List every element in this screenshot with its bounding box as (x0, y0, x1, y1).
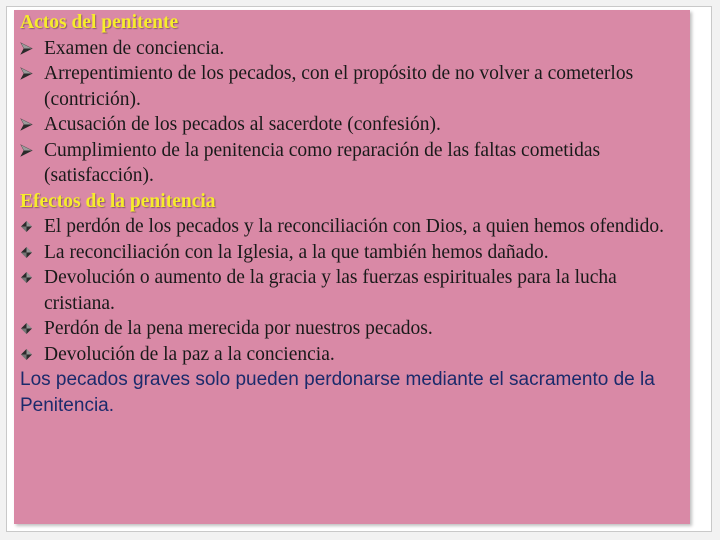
slide-content (20, 10, 682, 418)
list-item (20, 36, 682, 62)
list-item-text: Devolución de la paz a la conciencia. (44, 343, 335, 365)
diamond-bullet-icon (20, 342, 40, 368)
list-item (20, 214, 682, 240)
list-item (20, 138, 682, 189)
arrow-bullet-icon (20, 112, 40, 138)
list-item-text: El perdón de los pecados y la reconciliación con Dios, a quien hemos ofendido. (44, 216, 665, 237)
arrow-bullet-icon (20, 138, 40, 164)
list-item-text: La reconciliación con la Iglesia, a la que también hemos dañado. (44, 241, 549, 263)
list-item-text: Acusación de los pecados al sacerdote (confesión). (44, 114, 441, 135)
diamond-bullet-icon (20, 265, 40, 291)
list-item-text: Examen de conciencia. (44, 37, 225, 59)
list-item (20, 240, 682, 266)
list-item (20, 61, 682, 112)
diamond-bullet-icon (20, 240, 40, 266)
section-heading-efectos: Efectos de la penitencia (20, 190, 216, 212)
arrow-bullet-icon (20, 61, 40, 87)
content-panel (14, 10, 690, 524)
list-item (20, 342, 682, 368)
efectos-list (20, 214, 682, 367)
diamond-bullet-icon (20, 316, 40, 342)
list-item-text: Arrepentimiento de los pecados, con el propósito de no volver a cometerlos (contrición). (44, 63, 634, 110)
section-heading-actos: Actos del penitente (20, 12, 179, 33)
list-item-text: Devolución o aumento de la gracia y las fuerzas espirituales para la lucha cristiana. (44, 267, 617, 314)
list-item (20, 112, 682, 138)
diamond-bullet-icon (20, 214, 40, 240)
closing-statement: Los pecados graves solo pueden perdonarse mediante el sacramento de la Penitencia. (20, 369, 655, 416)
list-item-text: Cumplimiento de la penitencia como reparación de las faltas cometidas (satisfacción). (44, 139, 601, 186)
actos-list (20, 36, 682, 189)
list-item (20, 316, 682, 342)
list-item-text: Perdón de la pena merecida por nuestros pecados. (44, 318, 433, 339)
arrow-bullet-icon (20, 36, 40, 62)
list-item (20, 265, 682, 316)
